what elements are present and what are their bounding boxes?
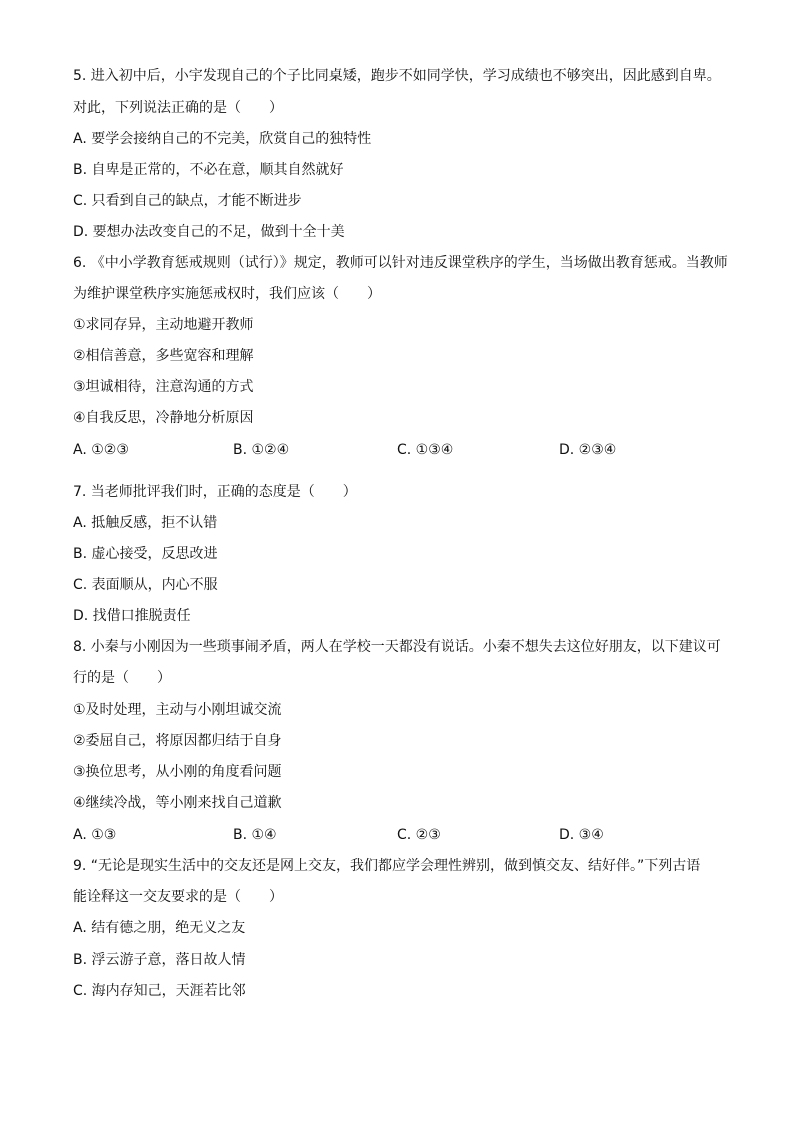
q8-options-row xyxy=(73,826,753,844)
q6-option-b: B. ①②④ xyxy=(233,442,290,458)
q7-option-a: A. 抵触反感，拒不认错 xyxy=(73,515,218,531)
q8-stem-line1: 8. 小秦与小刚因为一些琐事闹矛盾，两人在学校一天都没有说话。小秦不想失去这位好朋友，以下建议可 xyxy=(73,639,721,655)
q6-stem-line2: 为维护课堂秩序实施惩戒权时，我们应该（ ） xyxy=(73,286,381,302)
q8-option-b: B. ①④ xyxy=(233,827,277,843)
q6-option-a: A. ①②③ xyxy=(73,442,129,458)
q8-option-d: D. ③④ xyxy=(559,827,604,843)
q9-option-a: A. 结有德之朋，绝无义之友 xyxy=(73,920,246,936)
q5-stem-line2: 对此，下列说法正确的是（ ） xyxy=(73,100,283,116)
q5-option-a: A. 要学会接纳自己的不完美，欣赏自己的独特性 xyxy=(73,131,372,147)
q5-option-d: D. 要想办法改变自己的不足，做到十全十美 xyxy=(73,224,345,240)
q6-item-4: ④自我反思，冷静地分析原因 xyxy=(73,410,254,426)
q8-option-a: A. ①③ xyxy=(73,827,117,843)
q8-stem-line2: 行的是（ ） xyxy=(73,670,171,686)
q6-option-d: D. ②③④ xyxy=(559,442,617,458)
q8-item-1: ①及时处理，主动与小刚坦诚交流 xyxy=(73,702,282,718)
q6-item-2: ②相信善意，多些宽容和理解 xyxy=(73,348,254,364)
q7-option-d: D. 找借口推脱责任 xyxy=(73,608,191,624)
q8-option-c: C. ②③ xyxy=(397,827,441,843)
q6-stem-line1: 6. 《中小学教育惩戒规则（试行）》规定，教师可以针对违反课堂秩序的学生，当场做出教育惩戒。当教师 xyxy=(73,255,728,271)
q7-stem: 7. 当老师批评我们时，正确的态度是（ ） xyxy=(73,484,357,500)
q5-option-b: B. 自卑是正常的，不必在意，顺其自然就好 xyxy=(73,162,344,178)
q9-stem-line2: 能诠释这一交友要求的是（ ） xyxy=(73,889,283,905)
q6-item-1: ①求同存异，主动地避开教师 xyxy=(73,317,254,333)
q5-option-c: C. 只看到自己的缺点，才能不断进步 xyxy=(73,193,302,209)
q6-item-3: ③坦诚相待，注意沟通的方式 xyxy=(73,379,254,395)
q7-option-b: B. 虚心接受，反思改进 xyxy=(73,546,218,562)
q9-option-c: C. 海内存知己，天涯若比邻 xyxy=(73,983,246,999)
q7-option-c: C. 表面顺从，内心不服 xyxy=(73,577,218,593)
q6-options-row xyxy=(73,441,753,459)
q8-item-3: ③换位思考，从小刚的角度看问题 xyxy=(73,764,282,780)
q9-option-b: B. 浮云游子意，落日故人情 xyxy=(73,952,246,968)
q9-stem-line1: 9. “无论是现实生活中的交友还是网上交友，我们都应学会理性辨别，做到慎交友、结好伴。”下列古语 xyxy=(73,858,701,874)
q8-item-4: ④继续冷战，等小刚来找自己道歉 xyxy=(73,795,282,811)
q8-item-2: ②委屈自己，将原因都归结于自身 xyxy=(73,733,282,749)
q5-stem-line1: 5. 进入初中后，小宇发现自己的个子比同桌矮，跑步不如同学快，学习成绩也不够突出，因此感到自卑。 xyxy=(73,68,721,84)
q6-option-c: C. ①③④ xyxy=(397,442,454,458)
